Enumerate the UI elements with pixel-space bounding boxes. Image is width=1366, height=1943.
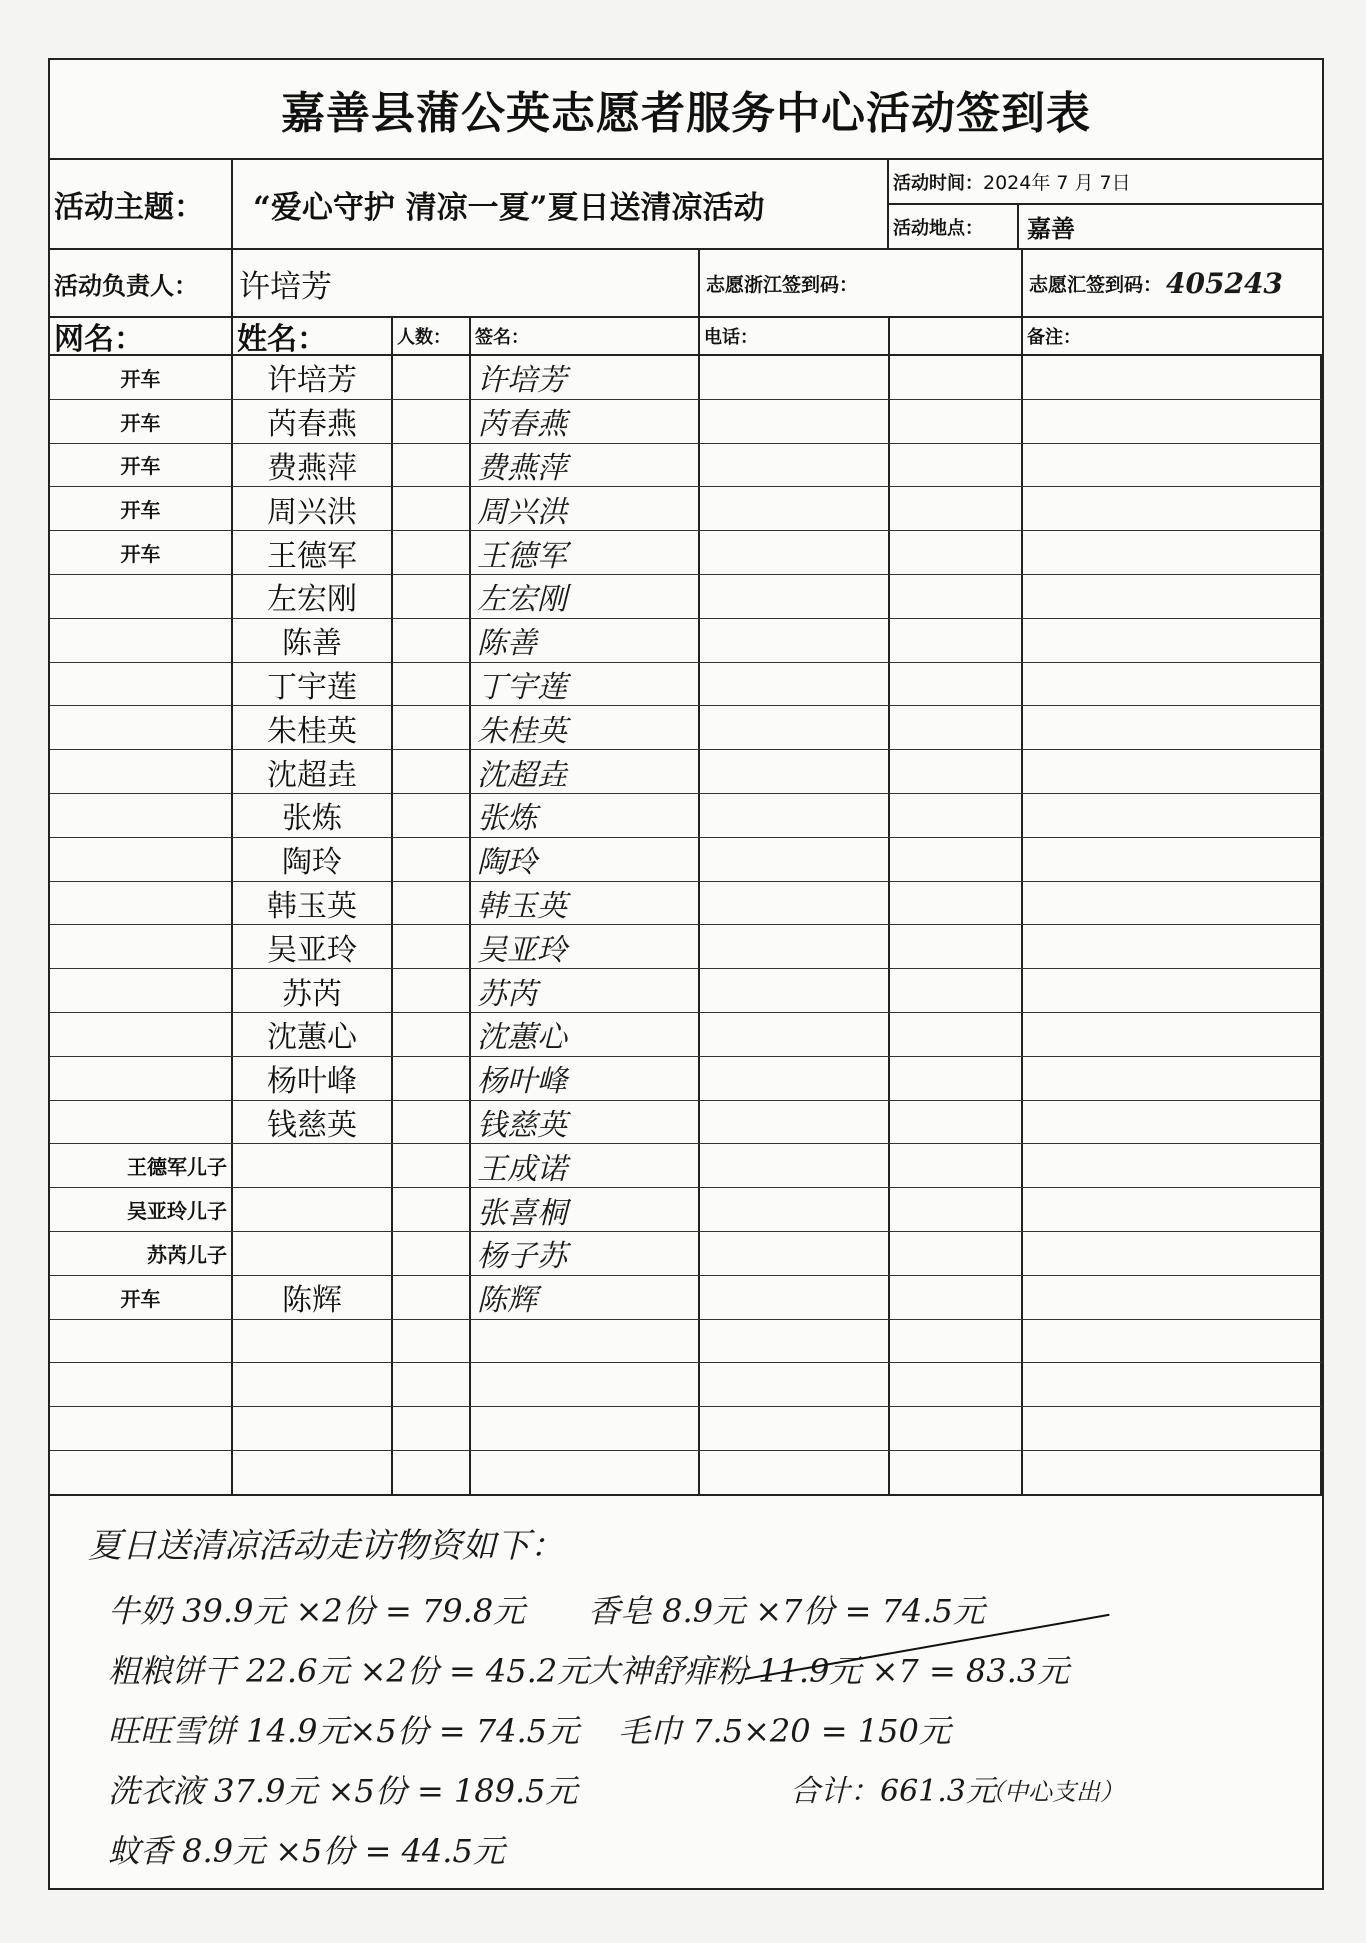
note-cell xyxy=(1023,1013,1322,1056)
phone-cell xyxy=(700,1013,890,1056)
table-row xyxy=(50,882,1322,926)
net-cell xyxy=(50,1013,233,1056)
net-cell xyxy=(50,838,233,881)
time-place-block xyxy=(889,160,1322,248)
name-cell: 费燕萍 xyxy=(233,444,393,487)
phone-cell xyxy=(700,531,890,574)
header-sign: 签名： xyxy=(471,318,700,354)
signature-cell: 陈辉 xyxy=(471,1276,700,1319)
blank-cell xyxy=(890,1407,1023,1450)
note-cell xyxy=(1023,750,1322,793)
phone-cell xyxy=(700,1363,890,1406)
count-cell xyxy=(393,663,471,706)
count-cell xyxy=(393,1451,471,1494)
name-cell xyxy=(233,1232,393,1275)
name-cell xyxy=(233,1451,393,1494)
count-cell xyxy=(393,1320,471,1363)
blank-cell xyxy=(890,1451,1023,1494)
signature-cell: 王德军 xyxy=(471,531,700,574)
blank-cell xyxy=(890,531,1023,574)
signature-cell xyxy=(471,1451,700,1494)
phone-cell xyxy=(700,444,890,487)
net-cell xyxy=(50,750,233,793)
signature-cell xyxy=(471,1363,700,1406)
time-value: 2024年 7 月 7日 xyxy=(983,172,1131,194)
name-cell: 苏芮 xyxy=(233,969,393,1012)
net-cell xyxy=(50,706,233,749)
table-row xyxy=(50,1407,1322,1451)
net-cell xyxy=(50,619,233,662)
count-cell xyxy=(393,838,471,881)
zyh-code-value: 405243 xyxy=(1166,266,1283,300)
sign-in-sheet xyxy=(48,58,1324,1890)
table-row xyxy=(50,1144,1322,1188)
note-cell xyxy=(1023,356,1322,399)
phone-cell xyxy=(700,1188,890,1231)
name-cell: 陈辉 xyxy=(233,1276,393,1319)
table-row xyxy=(50,838,1322,882)
phone-cell xyxy=(700,1144,890,1187)
blank-cell xyxy=(890,750,1023,793)
phone-cell xyxy=(700,1320,890,1363)
signature-cell: 苏芮 xyxy=(471,969,700,1012)
table-row xyxy=(50,706,1322,750)
net-cell: 苏芮儿子 xyxy=(50,1232,233,1275)
name-cell xyxy=(233,1144,393,1187)
note-item: 蚊香 8.9元 ×5份 = 44.5元 xyxy=(108,1832,505,1870)
blank-cell xyxy=(890,1101,1023,1144)
note-cell xyxy=(1023,1320,1322,1363)
signature-cell: 费燕萍 xyxy=(471,444,700,487)
table-row xyxy=(50,619,1322,663)
net-cell: 开车 xyxy=(50,356,233,399)
count-cell xyxy=(393,356,471,399)
signature-cell: 左宏刚 xyxy=(471,575,700,618)
signature-cell: 许培芳 xyxy=(471,356,700,399)
net-cell xyxy=(50,1407,233,1450)
signature-cell: 陶玲 xyxy=(471,838,700,881)
name-cell xyxy=(233,1188,393,1231)
table-row xyxy=(50,663,1322,707)
note-item: 牛奶 39.9元 ×2份 = 79.8元 xyxy=(108,1592,526,1630)
name-cell: 陶玲 xyxy=(233,838,393,881)
blank-cell xyxy=(890,1144,1023,1187)
note-cell xyxy=(1023,882,1322,925)
leader-row xyxy=(50,250,1322,318)
phone-cell xyxy=(700,1057,890,1100)
table-header-row xyxy=(50,318,1322,356)
phone-cell xyxy=(700,925,890,968)
header-count: 人数： xyxy=(393,318,471,354)
table-row xyxy=(50,1232,1322,1276)
name-cell: 张炼 xyxy=(233,794,393,837)
net-cell xyxy=(50,1057,233,1100)
blank-cell xyxy=(890,356,1023,399)
net-cell xyxy=(50,1101,233,1144)
net-cell: 开车 xyxy=(50,487,233,530)
phone-cell xyxy=(700,487,890,530)
count-cell xyxy=(393,487,471,530)
count-cell xyxy=(393,619,471,662)
name-cell: 周兴洪 xyxy=(233,487,393,530)
net-cell xyxy=(50,1451,233,1494)
note-cell xyxy=(1023,1407,1322,1450)
count-cell xyxy=(393,750,471,793)
table-row xyxy=(50,1057,1322,1101)
name-cell: 左宏刚 xyxy=(233,575,393,618)
table-body xyxy=(50,356,1322,1495)
phone-cell xyxy=(700,882,890,925)
topic-value: “爱心守护 清凉一夏”夏日送清凉活动 xyxy=(233,160,889,248)
signature-cell: 朱桂英 xyxy=(471,706,700,749)
note-item: 粗粮饼干 22.6元 ×2份 = 45.2元 xyxy=(108,1652,590,1690)
zyh-code-label: 志愿汇签到码： xyxy=(1029,273,1163,296)
name-cell: 芮春燕 xyxy=(233,400,393,443)
blank-cell xyxy=(890,838,1023,881)
phone-cell xyxy=(700,706,890,749)
leader-value: 许培芳 xyxy=(233,250,700,316)
name-cell: 许培芳 xyxy=(233,356,393,399)
phone-cell xyxy=(700,400,890,443)
count-cell xyxy=(393,1363,471,1406)
note-cell xyxy=(1023,1451,1322,1494)
name-cell: 朱桂英 xyxy=(233,706,393,749)
table-row xyxy=(50,925,1322,969)
blank-cell xyxy=(890,1363,1023,1406)
signature-cell: 张喜桐 xyxy=(471,1188,700,1231)
signature-cell: 吴亚玲 xyxy=(471,925,700,968)
note-cell xyxy=(1023,575,1322,618)
signature-cell: 杨叶峰 xyxy=(471,1057,700,1100)
blank-cell xyxy=(890,444,1023,487)
count-cell xyxy=(393,1276,471,1319)
signature-cell: 陈善 xyxy=(471,619,700,662)
notes-heading: 夏日送清凉活动走访物资如下： xyxy=(88,1526,564,1566)
note-item: 旺旺雪饼 14.9元×5份 = 74.5元 xyxy=(108,1712,580,1750)
phone-cell xyxy=(700,750,890,793)
net-cell: 开车 xyxy=(50,400,233,443)
time-line xyxy=(889,160,1322,203)
activity-topic-row xyxy=(50,160,1322,250)
phone-cell xyxy=(700,356,890,399)
note-cell xyxy=(1023,444,1322,487)
blank-cell xyxy=(890,487,1023,530)
net-cell: 吴亚玲儿子 xyxy=(50,1188,233,1231)
table-row xyxy=(50,575,1322,619)
blank-cell xyxy=(890,1057,1023,1100)
table-row xyxy=(50,1320,1322,1364)
blank-cell xyxy=(890,575,1023,618)
count-cell xyxy=(393,1057,471,1100)
blank-cell xyxy=(890,969,1023,1012)
blank-cell xyxy=(890,1188,1023,1231)
place-label: 活动地点： xyxy=(889,205,1019,248)
net-cell xyxy=(50,882,233,925)
sheet-title: 嘉善县蒲公英志愿者服务中心活动签到表 xyxy=(50,60,1322,160)
zj-code-label: 志愿浙江签到码： xyxy=(700,250,1023,316)
place-value: 嘉善 xyxy=(1027,214,1075,243)
place-line xyxy=(889,203,1322,248)
blank-cell xyxy=(890,925,1023,968)
phone-cell xyxy=(700,969,890,1012)
note-item: 大神舒痱粉 11.9元 ×7 = 83.3元 xyxy=(588,1652,1070,1690)
table-row xyxy=(50,1276,1322,1320)
name-cell: 钱慈英 xyxy=(233,1101,393,1144)
blank-cell xyxy=(890,1232,1023,1275)
net-cell: 开车 xyxy=(50,1276,233,1319)
supplies-notes xyxy=(50,1494,1322,1888)
table-row xyxy=(50,531,1322,575)
table-row xyxy=(50,1363,1322,1407)
note-cell xyxy=(1023,1188,1322,1231)
notes-total: 合计：661.3元 xyxy=(790,1774,996,1809)
note-item: 毛巾 7.5×20 = 150元 xyxy=(618,1712,951,1750)
phone-cell xyxy=(700,663,890,706)
count-cell xyxy=(393,400,471,443)
topic-label: 活动主题： xyxy=(50,160,233,248)
note-cell xyxy=(1023,663,1322,706)
name-cell: 沈超垚 xyxy=(233,750,393,793)
header-blank xyxy=(890,318,1023,354)
signature-cell: 沈蕙心 xyxy=(471,1013,700,1056)
note-cell xyxy=(1023,1232,1322,1275)
blank-cell xyxy=(890,1320,1023,1363)
table-row xyxy=(50,1188,1322,1232)
name-cell: 沈蕙心 xyxy=(233,1013,393,1056)
net-cell: 王德军儿子 xyxy=(50,1144,233,1187)
blank-cell xyxy=(890,1276,1023,1319)
net-cell xyxy=(50,794,233,837)
zyh-code-cell xyxy=(1023,250,1322,316)
phone-cell xyxy=(700,1451,890,1494)
count-cell xyxy=(393,1101,471,1144)
name-cell: 王德军 xyxy=(233,531,393,574)
count-cell xyxy=(393,1232,471,1275)
blank-cell xyxy=(890,794,1023,837)
phone-cell xyxy=(700,619,890,662)
name-cell: 杨叶峰 xyxy=(233,1057,393,1100)
count-cell xyxy=(393,882,471,925)
note-cell xyxy=(1023,706,1322,749)
signature-cell: 韩玉英 xyxy=(471,882,700,925)
note-cell xyxy=(1023,838,1322,881)
name-cell: 陈善 xyxy=(233,619,393,662)
phone-cell xyxy=(700,1407,890,1450)
blank-cell xyxy=(890,400,1023,443)
note-cell xyxy=(1023,619,1322,662)
table-row xyxy=(50,969,1322,1013)
table-row xyxy=(50,1451,1322,1495)
table-row xyxy=(50,487,1322,531)
net-cell xyxy=(50,1363,233,1406)
signature-cell: 芮春燕 xyxy=(471,400,700,443)
note-cell xyxy=(1023,925,1322,968)
count-cell xyxy=(393,1188,471,1231)
signature-cell: 沈超垚 xyxy=(471,750,700,793)
table-row xyxy=(50,400,1322,444)
note-cell xyxy=(1023,1363,1322,1406)
note-cell xyxy=(1023,1144,1322,1187)
note-cell xyxy=(1023,794,1322,837)
phone-cell xyxy=(700,794,890,837)
table-row xyxy=(50,356,1322,400)
name-cell xyxy=(233,1363,393,1406)
phone-cell xyxy=(700,575,890,618)
blank-cell xyxy=(890,1013,1023,1056)
signature-cell: 张炼 xyxy=(471,794,700,837)
phone-cell xyxy=(700,838,890,881)
note-cell xyxy=(1023,400,1322,443)
net-cell xyxy=(50,1320,233,1363)
time-label: 活动时间： xyxy=(893,172,983,194)
note-item: 香皂 8.9元 ×7份 = 74.5元 xyxy=(588,1592,985,1630)
count-cell xyxy=(393,925,471,968)
signature-cell: 杨子苏 xyxy=(471,1232,700,1275)
blank-cell xyxy=(890,619,1023,662)
net-cell xyxy=(50,925,233,968)
signature-cell: 王成诺 xyxy=(471,1144,700,1187)
phone-cell xyxy=(700,1232,890,1275)
net-cell xyxy=(50,969,233,1012)
signature-cell: 周兴洪 xyxy=(471,487,700,530)
count-cell xyxy=(393,794,471,837)
note-cell xyxy=(1023,969,1322,1012)
count-cell xyxy=(393,1013,471,1056)
blank-cell xyxy=(890,663,1023,706)
signature-cell: 钱慈英 xyxy=(471,1101,700,1144)
table-row xyxy=(50,444,1322,488)
name-cell: 吴亚玲 xyxy=(233,925,393,968)
note-item: 洗衣液 37.9元 ×5份 = 189.5元 xyxy=(108,1772,578,1810)
leader-label: 活动负责人： xyxy=(50,250,233,316)
net-cell xyxy=(50,575,233,618)
phone-cell xyxy=(700,1101,890,1144)
signature-cell xyxy=(471,1320,700,1363)
table-row xyxy=(50,750,1322,794)
signature-cell: 丁宇莲 xyxy=(471,663,700,706)
note-cell xyxy=(1023,1276,1322,1319)
count-cell xyxy=(393,706,471,749)
table-row xyxy=(50,794,1322,838)
signature-cell xyxy=(471,1407,700,1450)
note-cell xyxy=(1023,531,1322,574)
header-note: 备注： xyxy=(1027,327,1081,348)
count-cell xyxy=(393,1144,471,1187)
note-cell xyxy=(1023,1057,1322,1100)
header-phone: 电话： xyxy=(700,318,890,354)
phone-cell xyxy=(700,1276,890,1319)
header-name: 姓名： xyxy=(233,318,393,354)
net-cell: 开车 xyxy=(50,531,233,574)
count-cell xyxy=(393,575,471,618)
blank-cell xyxy=(890,882,1023,925)
net-cell xyxy=(50,663,233,706)
table-row xyxy=(50,1101,1322,1145)
name-cell: 韩玉英 xyxy=(233,882,393,925)
count-cell xyxy=(393,969,471,1012)
table-row xyxy=(50,1013,1322,1057)
count-cell xyxy=(393,444,471,487)
header-net: 网名： xyxy=(50,318,233,354)
note-cell xyxy=(1023,1101,1322,1144)
name-cell xyxy=(233,1320,393,1363)
count-cell xyxy=(393,531,471,574)
name-cell: 丁宇莲 xyxy=(233,663,393,706)
notes-payer: （中心支出） xyxy=(980,1778,1124,1806)
blank-cell xyxy=(890,706,1023,749)
name-cell xyxy=(233,1407,393,1450)
note-cell xyxy=(1023,487,1322,530)
count-cell xyxy=(393,1407,471,1450)
net-cell: 开车 xyxy=(50,444,233,487)
